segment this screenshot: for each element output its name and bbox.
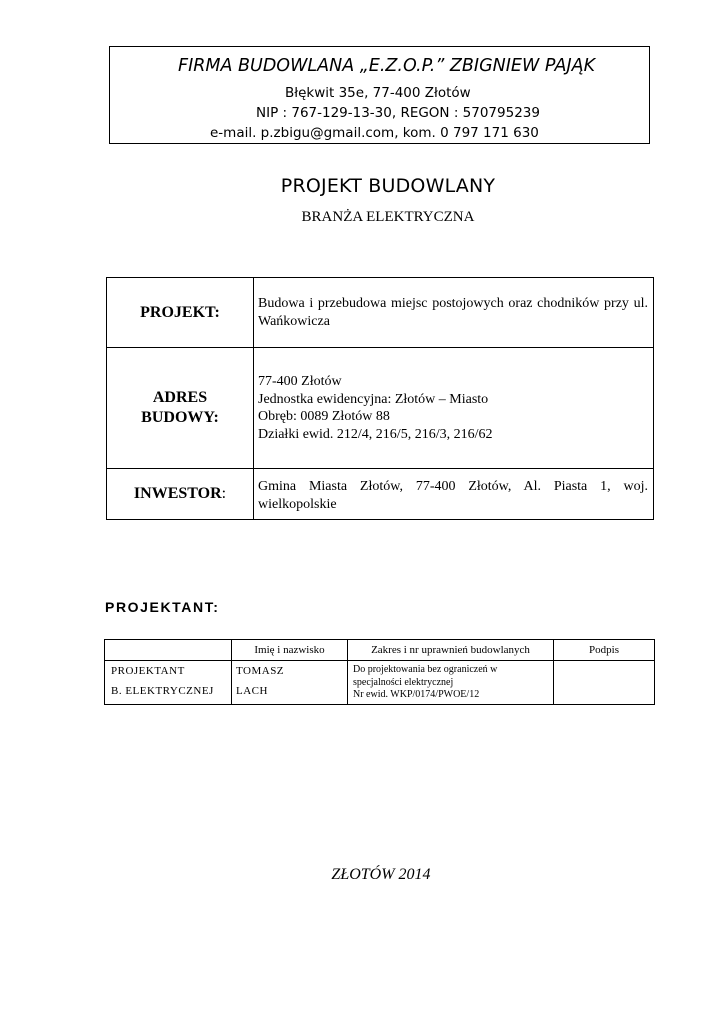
designer-scope-line: Nr ewid. WKP/0174/PWOE/12 (353, 689, 480, 700)
document-subtitle-row (0, 209, 724, 226)
designer-signature-cell (554, 661, 655, 705)
designer-role-line: PROJEKTANT (111, 665, 185, 677)
adres-row (107, 348, 654, 469)
document-title: PROJEKT BUDOWLANY (280, 175, 496, 197)
company-header-box (109, 46, 650, 144)
projektant-heading: PROJEKTANT: (105, 599, 220, 615)
adres-line: 77-400 Złotów (258, 374, 342, 389)
designer-scope-cell (348, 661, 554, 705)
adres-label-line-1: ADRES (152, 389, 208, 406)
projekt-value: Budowa i przebudowa miejsc postojowych oraz chodników przy ul. Wańkowicza (258, 296, 648, 329)
header-cell: Podpis (554, 640, 655, 661)
company-contact: e-mail. p.zbigu@gmail.com, kom. 0 797 171 630 (210, 125, 539, 141)
header-cell: Imię i nazwisko (232, 640, 348, 661)
designer-name-cell (232, 661, 348, 705)
adres-line: Obręb: 0089 Złotów 88 (258, 409, 390, 424)
designer-scope-line: Do projektowania bez ograniczeń w (353, 664, 498, 675)
designer-table-header (105, 640, 655, 661)
company-nip-regon: NIP : 767-129-13-30, REGON : 570795239 (256, 105, 540, 121)
document-subtitle: BRANŻA ELEKTRYCZNA (301, 209, 475, 225)
footer-place-year: ZŁOTÓW 2014 (331, 866, 431, 883)
designer-row (105, 661, 655, 705)
footer-row (0, 866, 724, 884)
designer-scope-line: specjalności elektrycznej (353, 676, 454, 688)
document-title-row (0, 175, 724, 197)
inwestor-row (107, 469, 654, 520)
header-cell: Zakres i nr uprawnień budowlanych (348, 640, 554, 661)
designer-role-cell (105, 661, 232, 705)
adres-label (107, 348, 254, 469)
adres-label-line-2: BUDOWY: (141, 409, 219, 426)
projekt-label: PROJEKT: (107, 278, 254, 348)
designer-table (104, 639, 655, 705)
header-cell (105, 640, 232, 661)
adres-value (258, 348, 648, 443)
designer-name-line: LACH (236, 685, 268, 697)
adres-line: Jednostka ewidencyjna: Złotów – Miasto (258, 391, 489, 407)
company-name: FIRMA BUDOWLANA „E.Z.O.P.” ZBIGNIEW PAJĄK (178, 56, 596, 76)
designer-role-line: B. ELEKTRYCZNEJ (111, 685, 214, 697)
company-address: Błękwit 35e, 77-400 Złotów (285, 85, 471, 101)
adres-line: Działki ewid. 212/4, 216/5, 216/3, 216/62 (258, 426, 493, 442)
designer-name-line: TOMASZ (236, 665, 285, 677)
inwestor-label: INWESTOR: (107, 469, 254, 520)
inwestor-value: Gmina Miasta Złotów, 77-400 Złotów, Al. Piasta 1, woj. wielkopolskie (258, 479, 648, 512)
project-info-table (106, 277, 654, 520)
projekt-row (107, 278, 654, 348)
